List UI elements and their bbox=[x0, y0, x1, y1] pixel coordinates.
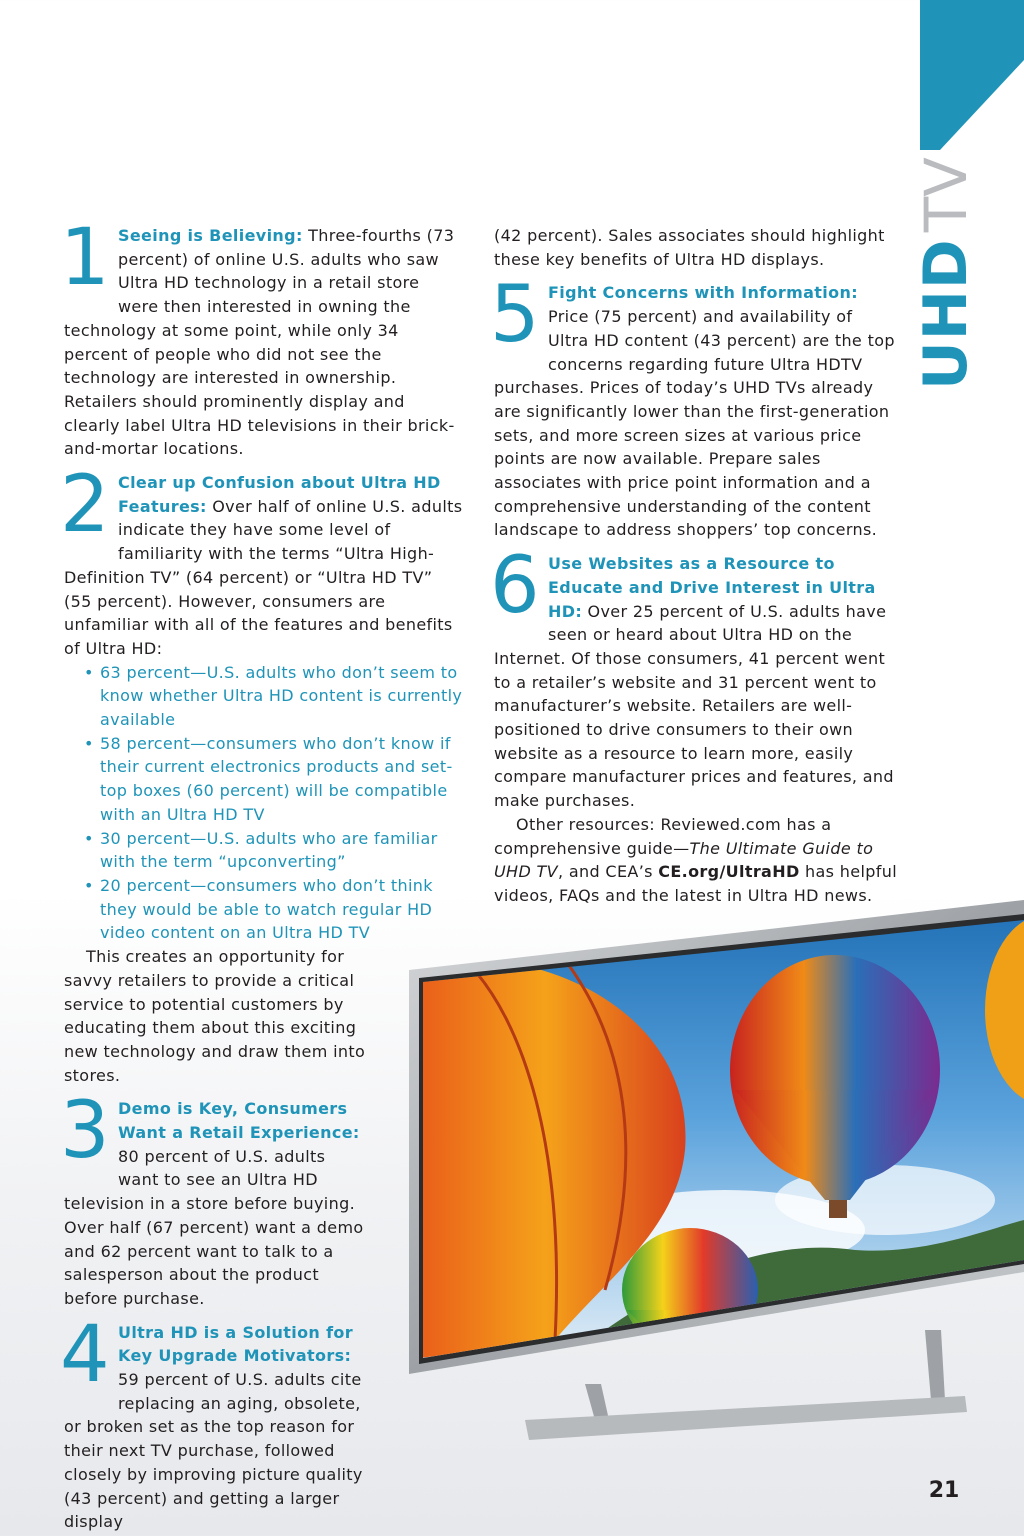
item-6 bbox=[490, 541, 898, 908]
item-2 bbox=[60, 460, 464, 1087]
item-body: 59 percent of U.S. adults cite replacing an aging, obsolete, or broken set as the top reason for their next TV purchase, followed closely by improving picture quality (43 percent) and getting a larger display bbox=[64, 1370, 363, 1532]
item-after-text: This creates an opportunity for savvy retailers to provide a critical service to potential customers by educating them about this exciting new technology and draw them into stores. bbox=[64, 947, 366, 1085]
guide-title: The Ultimate Guide to UHD TV bbox=[494, 838, 874, 882]
item-body: Over half of online U.S. adults indicate they have some level of familiarity with the terms “Ultra High-Definition TV” (64 percent) or “Ultra HD TV” (55 percent). However, consumers are unfamiliar with all of the features and benefits of Ultra HD: bbox=[64, 496, 463, 658]
item-1 bbox=[60, 213, 464, 461]
item-3 bbox=[60, 1086, 369, 1310]
item-heading: Fight Concerns with Information: bbox=[547, 283, 858, 303]
list-item: • 58 percent—consumers who don’t know if their current electronics products and set-top boxes (60 percent) will be compatible with an Ultra HD TV bbox=[84, 732, 464, 827]
item-text bbox=[494, 552, 898, 813]
corner-tab bbox=[920, 0, 1024, 150]
item-heading: Ultra HD is a Solution for Key Upgrade Motivators: bbox=[117, 1322, 353, 1366]
item-body: Over 25 percent of U.S. adults have seen or heard about Ultra HD on the Internet. Of those consumers, 41 percent went to a retailer’s website and 31 percent went to manufacturer’s website. Retailers are well-positioned to drive consumers to their own website as a resource to learn more, easily compare manufacturer prices and features, and make purchases. bbox=[494, 601, 894, 811]
other-resources-prefix: Other resources: Reviewed.com has a comprehensive guide— bbox=[494, 814, 832, 858]
left-column bbox=[60, 213, 464, 1536]
item-body: Price (75 percent) and availability of Ultra HD content (43 percent) are the top concerns regarding future Ultra HDTV purchases. Prices of today’s UHD TVs already are significantly lower than the first-generation sets, and more screen sizes at various price points are now available. Prepare sales associates with price point information and a comprehensive understanding of the content landscape to address shoppers’ top concerns. bbox=[494, 307, 895, 540]
item-4 bbox=[60, 1309, 369, 1534]
item-number: 4 bbox=[60, 1309, 110, 1400]
item-heading: Seeing is Believing: bbox=[117, 226, 303, 245]
other-resources-suffix: has helpful videos, FAQs and the latest in Ultra HD news. bbox=[494, 862, 898, 905]
item-text bbox=[64, 224, 464, 461]
item-5 bbox=[490, 270, 898, 542]
continuation-text: (42 percent). Sales associates should highlight these key benefits of Ultra HD displays. bbox=[494, 226, 885, 269]
item-number: 3 bbox=[60, 1086, 110, 1177]
ce-link[interactable]: CE.org/UltraHD bbox=[658, 862, 800, 882]
item-body: 80 percent of U.S. adults want to see an Ultra HD television in a store before buying. Over half (67 percent) want a demo and 62 percent want to talk to a salesperson about the product before purchase. bbox=[64, 1146, 364, 1308]
item-heading: Demo is Key, Consumers Want a Retail Experience: bbox=[117, 1099, 360, 1143]
other-resources-middle: , and CEA’s bbox=[557, 862, 659, 882]
other-resources bbox=[494, 813, 898, 908]
right-column bbox=[490, 224, 898, 918]
item-number: 6 bbox=[490, 541, 540, 632]
item-text bbox=[494, 281, 898, 542]
item-body: Three-fourths (73 percent) of online U.S. adults who saw Ultra HD technology in a retail store were then interested in owning the technology at some point, while only 34 percent of people who did not see the technology are interested in ownership. Retailers should prominently display and clearly label Ultra HD televisions in their brick-and-mortar locations. bbox=[64, 226, 455, 459]
page-number: 21 bbox=[928, 1478, 960, 1503]
item-heading: Use Websites as a Resource to Educate and Drive Interest in Ultra HD: bbox=[547, 554, 876, 621]
section-title-bold: UHD bbox=[911, 238, 981, 390]
section-title-light: TV bbox=[912, 157, 980, 233]
list-item: • 20 percent—consumers who don’t think they would be able to watch regular HD video content on an Ultra HD TV bbox=[84, 874, 464, 945]
section-title bbox=[911, 150, 981, 390]
list-item: • 30 percent—U.S. adults who are familiar with the term “upconverting” bbox=[84, 827, 464, 874]
item-heading: Clear up Confusion about Ultra HD Features: bbox=[117, 473, 441, 516]
item-number: 1 bbox=[60, 213, 110, 303]
item-number: 2 bbox=[60, 460, 110, 551]
list-item: • 63 percent—U.S. adults who don’t seem to know whether Ultra HD content is currently available bbox=[84, 661, 464, 732]
item-number: 5 bbox=[490, 270, 540, 361]
item-text bbox=[64, 471, 464, 661]
tv-image bbox=[405, 900, 1024, 1460]
